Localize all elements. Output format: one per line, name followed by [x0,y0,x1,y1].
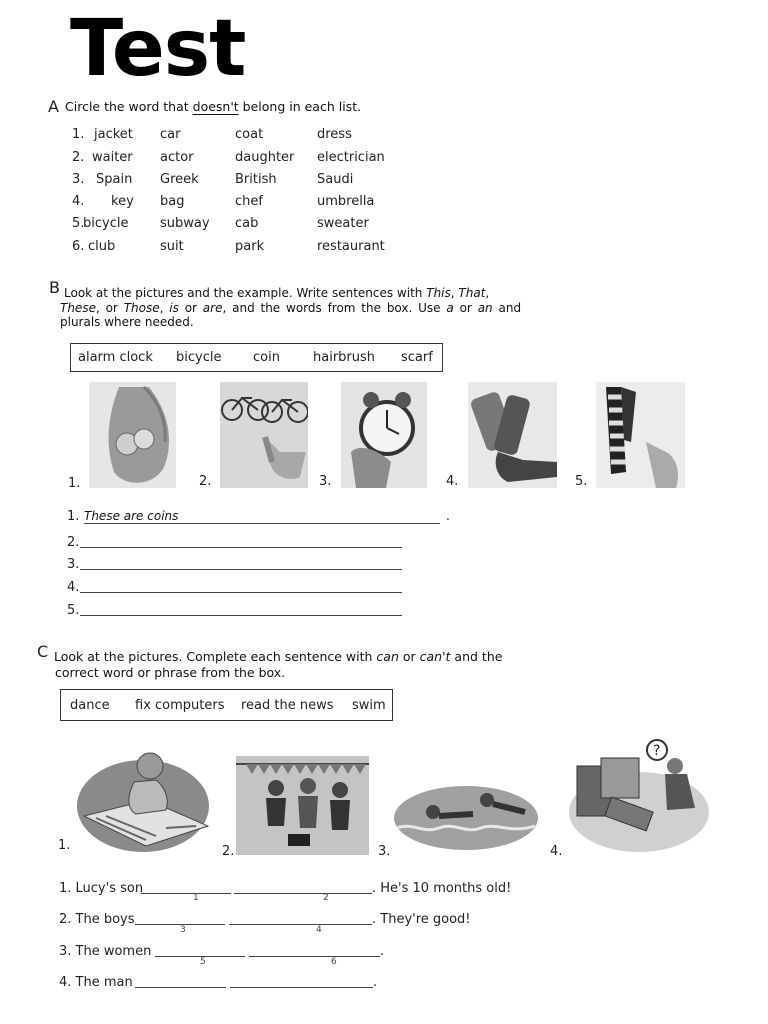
sentence-start: 2. The boys [59,912,135,927]
word-cell[interactable]: umbrella [317,194,375,209]
box-word: bicycle [176,350,222,365]
coins-in-hand-picture [89,382,176,488]
instruction-is: is [169,301,179,315]
period: . [446,509,450,523]
answer-blank[interactable] [249,956,380,957]
answer-blank[interactable] [229,924,372,925]
bicycle-icon [220,382,308,488]
section-c-word-box [60,689,393,721]
answer-line[interactable] [80,547,402,548]
baby-newspaper-picture [76,748,210,854]
row-number: 4. [72,194,85,209]
instruction-can: can [376,649,399,664]
answer-line[interactable] [80,592,402,593]
instruction-or: or [184,301,197,315]
word-cell[interactable]: actor [160,150,194,165]
section-a-instruction-pre: Circle the word that [65,99,189,114]
row-number: 1. [72,127,85,142]
sentence-end: . [380,944,385,959]
instruction-this: This [426,286,451,300]
instruction-and: and [498,301,522,315]
picture-number: 4. [550,844,563,859]
word-cell[interactable]: British [235,172,277,187]
box-word: fix computers [135,698,225,713]
answer-blank[interactable] [141,893,231,894]
blank-number: 4 [316,925,322,935]
section-b-letter: B [49,278,60,297]
picture-number: 3. [319,474,332,489]
sentence-end: . [373,975,378,990]
scarf-icon [596,382,685,488]
instruction-or: or [105,301,118,315]
word-cell[interactable]: dress [317,127,352,142]
section-c-letter: C [37,642,49,661]
computer-repair-icon [567,738,710,854]
picture-number: 5. [575,474,588,489]
example-sentence: These are coins [84,509,179,523]
answer-blank[interactable] [230,987,373,988]
box-word: coin [253,350,280,365]
hairbrush-picture [468,382,557,488]
instruction-are: are [202,301,223,315]
word-cell[interactable]: car [160,127,181,142]
box-word: read the news [241,698,334,713]
word-cell[interactable]: bag [160,194,185,209]
word-cell[interactable]: daughter [235,150,295,165]
blank-number: 2 [323,893,329,903]
scarf-picture [596,382,685,488]
word-cell[interactable]: Spain [96,172,133,187]
box-word: swim [352,698,386,713]
section-c-instruction-line2: correct word or phrase from the box. [55,665,286,680]
answer-blank[interactable] [234,893,372,894]
answer-line[interactable] [80,615,402,616]
instruction-or: or [402,649,416,664]
picture-number: 2. [199,474,212,489]
section-a-instruction [65,99,361,114]
section-a-instruction-underlined: doesn't [192,99,239,114]
hand-coins-icon [89,382,176,488]
sentence-start: 1. Lucy's son [59,881,144,896]
word-cell[interactable]: jacket [94,127,133,142]
women-swimming-picture [393,778,539,850]
word-cell[interactable]: cab [235,216,259,231]
svg-text:?: ? [653,743,661,759]
instruction-that: That [458,286,486,300]
word-cell[interactable]: waiter [92,150,133,165]
swimming-icon [393,778,539,850]
instruction-these: These [60,301,96,315]
instruction-or: or [459,301,472,315]
section-a-instruction-post: belong in each list. [242,99,362,114]
example-answer-line [84,523,440,524]
word-cell[interactable]: key [111,194,134,209]
hairbrush-icon [468,382,557,488]
section-c-instruction-line1 [54,649,502,664]
picture-number: 4. [446,474,459,489]
baby-reading-icon [76,748,210,854]
sentence-start: 3. The women [59,944,152,959]
blank-number: 5 [200,957,206,967]
section-b-word-box [70,343,443,372]
picture-number: 1. [68,476,81,491]
sentence-end: . They're good! [372,912,471,927]
word-cell[interactable]: Greek [160,172,199,187]
word-cell[interactable]: Saudi [317,172,354,187]
man-computer-picture [567,738,710,854]
word-cell[interactable]: restaurant [317,239,385,254]
answer-number: 2. [67,535,80,550]
sentence-end: . He's 10 months old! [372,881,512,896]
instruction-an: an [477,301,493,315]
example-number: 1. [67,509,80,524]
box-word: scarf [401,350,433,365]
answer-number: 4. [67,580,80,595]
answer-number: 3. [67,557,80,572]
word-cell[interactable]: club [88,239,116,254]
box-word: dance [70,698,110,713]
bicycles-picture [220,382,308,488]
picture-number: 3. [378,844,391,859]
word-cell[interactable]: chef [235,194,263,209]
row-number: 2. [72,150,85,165]
blank-number: 3 [180,925,186,935]
boys-dancing-picture [236,756,369,855]
word-cell[interactable]: park [235,239,265,254]
section-a-letter: A [48,97,59,116]
word-cell[interactable]: suit [160,239,184,254]
row-number: 3. [72,172,85,187]
picture-number: 1. [58,838,71,853]
word-cell[interactable]: coat [235,127,264,142]
sentence-start: 4. The man [59,975,133,990]
blank-number: 1 [193,893,199,903]
answer-number: 5. [67,603,80,618]
picture-number: 2. [222,844,235,859]
instruction-text: and the words from the box. Use [232,301,441,315]
instruction-text: Look at the pictures. Complete each sentence with [54,649,373,664]
word-cell[interactable]: electrician [317,150,385,165]
word-cell[interactable]: subway [160,216,210,231]
word-cell[interactable]: bicycle [83,216,129,231]
answer-line[interactable] [80,569,402,570]
instruction-a: a [446,301,454,315]
instruction-cant: can't [419,649,451,664]
alarm-clock-icon [341,382,427,488]
section-b-instruction-line1: Look at the pictures and the example. Write sentences with This, That, [64,286,490,300]
page-title: Test [70,4,246,94]
section-b-instruction-line3: plurals where needed. [60,315,194,329]
box-word: alarm clock [78,350,153,365]
answer-blank[interactable] [135,987,226,988]
word-cell[interactable]: sweater [317,216,369,231]
section-b-instruction-line2: These, or Those, is or are, and the words from the box. Use a or an and [60,301,522,315]
instruction-those: Those [123,301,160,315]
row-number: 6. [72,239,85,254]
alarm-clock-picture [341,382,427,488]
blank-number: 6 [331,957,337,967]
instruction-text: and the [454,649,503,664]
instruction-text: Look at the pictures and the example. Write sentences with [64,286,423,300]
row-number: 5. [72,216,85,231]
dancing-icon [236,756,369,855]
box-word: hairbrush [313,350,376,365]
